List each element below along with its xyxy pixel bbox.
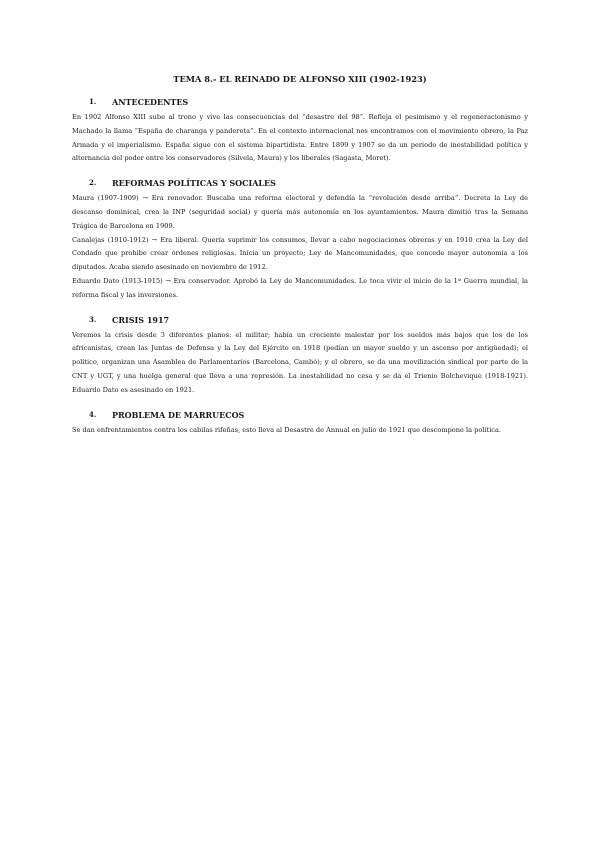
section-heading (72, 178, 528, 188)
section-title: REFORMAS POLÍTICAS Y SOCIALES (112, 178, 276, 189)
section-heading (72, 97, 528, 107)
section-antecedentes (72, 97, 528, 166)
paragraph-maura: Maura (1907-1909) → Era renovador. Buscaba una reforma electoral y defendía la “revolución desde arriba”. Decreta la Ley de descanso dominical, crea la INP (seguridad social) y quería más autonomía en los ayuntamientos. Maura dimitió tras la Semana Trágica de Barcelona en 1909. (72, 194, 528, 230)
section-heading (72, 315, 528, 325)
document-page (72, 74, 528, 449)
paragraph-canalejas: Canalejas (1910-1912) → Era liberal. Quería suprimir los consumos, llevar a cabo negociaciones obreras y en 1910 crea la Ley del Condado que prohibe crear órdenes religiosas. Inicia un proyecto; Ley de Mancomunidades, que concede mayor autonomía a los diputados. Acaba siendo asesinado en noviembre de 1912. (72, 235, 528, 272)
paragraph: Se dan enfrentamientos contra los cabilas rifeñas, esto lleva al Desastre de Annual en julio de 1921 que descompone la política. (72, 425, 502, 434)
section-title: ANTECEDENTES (112, 97, 189, 107)
paragraph-dato: Eduardo Dato (1913-1915) → Era conservador. Aprobó la Ley de Mancomunidades. Le toca vivir el inicio de la 1ª Guerra mundial, la reforma fiscal y las inversiones. (72, 276, 528, 299)
section-heading (72, 410, 528, 420)
section-crisis-1917 (72, 315, 528, 398)
section-number: 2. (89, 178, 97, 188)
section-number: 4. (89, 409, 97, 419)
section-number: 1. (89, 97, 97, 106)
paragraph: Veremos la crisis desde 3 diferentes planos: el militar; había un creciente malestar por los sueldos más bajos que los de los africanistas, crean las Juntas de Defensa y la Ley del Ejército en 1918 (pedían un mayor sueldo y un ascenso por antigüedad); el político, organizan una Asamblea de Parlamentarios (Barcelona, Cambó); y el obrero, se da una movilización sindical por parte de la CNT y UGT, y una huelga general que lleva a una represión. La inestabilidad no cesa y se da el Trienio Bolchevique (1918-1921). Eduardo Dato es asesinado en 1921. (72, 330, 528, 394)
document-title: TEMA 8.- EL REINADO DE ALFONSO XIII (1902-1923) (173, 74, 427, 84)
section-number: 3. (89, 314, 97, 324)
section-title: PROBLEMA DE MARRUECOS (112, 409, 245, 420)
section-title: CRISIS 1917 (112, 314, 170, 325)
section-marruecos (72, 410, 528, 438)
section-reformas (72, 178, 528, 302)
paragraph: En 1902 Alfonso XIII sube al trono y vive las consecuencias del “desastre del 98”. Refleja el pesimismo y el regeneracionismo y Machado la llama “España de charanga y pandereta”. En el contexto internacional nos encontramos con el movimiento obrero, la Paz Armada y el imperialismo. España sigue con el sistema bipartidista. Entre 1899 y 1907 se da un periodo de inestabilidad política y alternancia del poder entre los conservadores (Silvela, Maura) y los liberales (Sagasta, Moret). (72, 113, 528, 163)
